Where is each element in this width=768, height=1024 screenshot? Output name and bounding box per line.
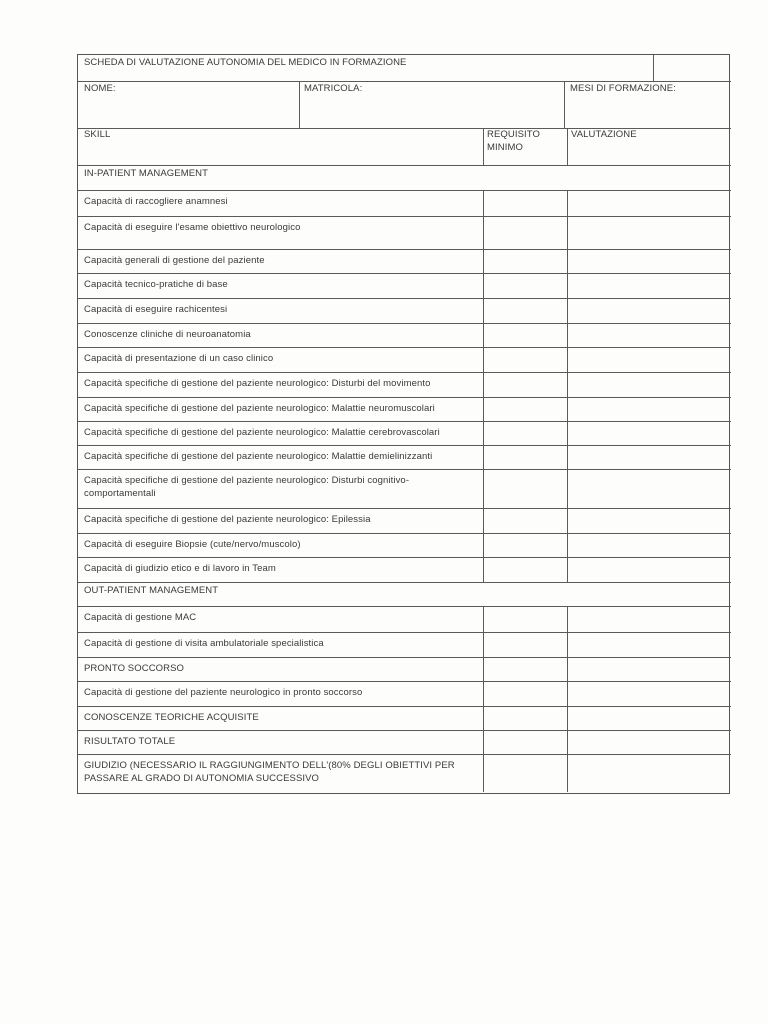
requisito-valutazione-divider (567, 273, 568, 298)
requisito-minimo-cell[interactable] (485, 192, 565, 214)
row-divider (78, 557, 731, 558)
row-divider (78, 347, 731, 348)
skill-requisito-divider (483, 706, 484, 730)
valutazione-cell[interactable] (569, 399, 727, 419)
skill-requisito-divider (483, 249, 484, 273)
skill-requisito-divider (483, 754, 484, 792)
skill-requisito-divider (483, 397, 484, 421)
row-divider (78, 657, 731, 658)
skill-requisito-divider (483, 657, 484, 681)
requisito-valutazione-divider (567, 681, 568, 706)
mesi-formazione-label: MESI DI FORMAZIONE: (570, 83, 676, 94)
requisito-minimo-cell[interactable] (485, 349, 565, 370)
requisito-valutazione-divider (567, 706, 568, 730)
row-divider (78, 508, 731, 509)
nome-label: NOME: (84, 83, 116, 94)
requisito-minimo-cell[interactable] (485, 732, 565, 752)
requisito-minimo-cell[interactable] (485, 559, 565, 580)
valutazione-cell[interactable] (569, 423, 727, 443)
row-divider (78, 298, 731, 299)
requisito-minimo-cell[interactable] (485, 447, 565, 467)
requisito-valutazione-divider (567, 421, 568, 445)
skill-requisito-divider (483, 632, 484, 657)
requisito-minimo-cell[interactable] (485, 659, 565, 679)
valutazione-cell[interactable] (569, 471, 727, 506)
matricola-field[interactable] (304, 95, 559, 125)
matricola-label: MATRICOLA: (304, 83, 363, 94)
skill-requisito-divider (483, 508, 484, 533)
requisito-minimo-cell[interactable] (485, 683, 565, 704)
requisito-valutazione-divider (567, 730, 568, 754)
skill-row-label: Capacità generali di gestione del paziente (84, 255, 265, 266)
row-divider (78, 323, 731, 324)
skill-row-label: Capacità di eseguire l'esame obiettivo neurologico (84, 222, 301, 233)
requisito-valutazione-divider (567, 657, 568, 681)
valutazione-cell[interactable] (569, 325, 727, 345)
valutazione-cell[interactable] (569, 683, 727, 704)
valutazione-column-header: VALUTAZIONE (571, 129, 637, 140)
mesi-formazione-field[interactable] (570, 95, 725, 125)
nome-matricola-divider (299, 81, 300, 128)
nome-field[interactable] (84, 95, 294, 125)
row-divider (78, 730, 731, 731)
row-divider (78, 372, 731, 373)
requisito-valutazione-divider (567, 298, 568, 323)
skill-row-label: Capacità specifiche di gestione del paziente neurologico: Malattie neuromuscolari (84, 403, 435, 414)
skill-requisito-divider (483, 298, 484, 323)
row-divider (78, 445, 731, 446)
valutazione-cell[interactable] (569, 634, 727, 655)
row-divider (78, 681, 731, 682)
requisito-valutazione-divider (567, 632, 568, 657)
requisito-valutazione-divider (567, 216, 568, 249)
valutazione-cell[interactable] (569, 559, 727, 580)
valutazione-cell[interactable] (569, 659, 727, 679)
skill-requisito-divider (483, 372, 484, 397)
skill-requisito-divider (483, 323, 484, 347)
requisito-valutazione-divider (567, 754, 568, 792)
skill-row-label: Capacità specifiche di gestione del paziente neurologico: Disturbi del movimento (84, 378, 431, 389)
valutazione-cell[interactable] (569, 608, 727, 630)
skill-row-label: Capacità di giudizio etico e di lavoro in Team (84, 563, 276, 574)
requisito-minimo-cell[interactable] (485, 325, 565, 345)
valutazione-cell[interactable] (569, 535, 727, 555)
requisito-valutazione-divider (567, 445, 568, 469)
requisito-valutazione-divider (567, 372, 568, 397)
skill-requisito-divider (483, 128, 484, 165)
skill-requisito-divider (483, 347, 484, 372)
row-divider (78, 421, 731, 422)
section-out-patient: OUT-PATIENT MANAGEMENT (84, 585, 219, 596)
skill-requisito-divider (483, 730, 484, 754)
requisito-valutazione-divider (567, 347, 568, 372)
skill-requisito-divider (483, 557, 484, 582)
skill-row-label: Conoscenze cliniche di neuroanatomia (84, 329, 251, 340)
requisito-valutazione-divider (567, 249, 568, 273)
row-divider (78, 469, 731, 470)
requisito-minimo-cell[interactable] (485, 399, 565, 419)
requisito-minimo-cell[interactable] (485, 608, 565, 630)
requisito-minimo-cell[interactable] (485, 708, 565, 728)
valutazione-cell[interactable] (569, 300, 727, 321)
requisito-minimo-cell[interactable] (485, 471, 565, 506)
header-divider (78, 165, 731, 166)
skill-requisito-divider (483, 681, 484, 706)
matricola-mesi-divider (564, 81, 565, 128)
requisito-minimo-cell[interactable] (485, 218, 565, 247)
row-divider (78, 582, 731, 583)
valutazione-cell[interactable] (569, 218, 727, 247)
requisito-minimo-cell[interactable] (485, 510, 565, 531)
requisito-minimo-cell[interactable] (485, 251, 565, 271)
valutazione-cell[interactable] (569, 192, 727, 214)
conoscenze-teoriche-label: CONOSCENZE TEORICHE ACQUISITE (84, 712, 259, 723)
row-divider (78, 606, 731, 607)
requisito-minimo-cell[interactable] (485, 374, 565, 395)
requisito-minimo-cell[interactable] (485, 756, 565, 790)
valutazione-cell[interactable] (569, 732, 727, 752)
skill-requisito-divider (483, 533, 484, 557)
section-in-patient: IN-PATIENT MANAGEMENT (84, 168, 209, 179)
skill-row-label: Capacità specifiche di gestione del paziente neurologico: Malattie cerebrovascolari (84, 427, 440, 438)
requisito-minimo-cell[interactable] (485, 423, 565, 443)
skill-requisito-divider (483, 469, 484, 508)
skill-row-label: Capacità di gestione di visita ambulatoriale specialistica (84, 638, 324, 649)
skill-row-label: Capacità di presentazione di un caso clinico (84, 353, 274, 364)
valutazione-cell[interactable] (569, 251, 727, 271)
requisito-valutazione-divider (567, 190, 568, 216)
valutazione-cell[interactable] (569, 510, 727, 531)
row-divider (78, 397, 731, 398)
requisito-minimo-cell[interactable] (485, 300, 565, 321)
row-divider (78, 190, 731, 191)
valutazione-cell[interactable] (569, 349, 727, 370)
skill-row-label: Capacità di eseguire rachicentesi (84, 304, 228, 315)
row-divider (78, 249, 731, 250)
skill-column-header: SKILL (84, 129, 111, 140)
skill-requisito-divider (483, 273, 484, 298)
section-pronto-soccorso: PRONTO SOCCORSO (84, 663, 185, 674)
row-divider (78, 632, 731, 633)
requisito-minimo-cell[interactable] (485, 275, 565, 296)
valutazione-cell[interactable] (569, 756, 727, 790)
skill-row-label: Capacità specifiche di gestione del paziente neurologico: Malattie demielinizzanti (84, 451, 433, 462)
row-divider (78, 533, 731, 534)
valutazione-cell[interactable] (569, 275, 727, 296)
requisito-valutazione-divider (567, 533, 568, 557)
requisito-valutazione-divider (567, 128, 568, 165)
skill-row-label: Capacità specifiche di gestione del paziente neurologico: Epilessia (84, 514, 371, 525)
evaluation-form-table (77, 54, 730, 794)
row-divider (78, 706, 731, 707)
title-side-divider (653, 55, 654, 81)
requisito-valutazione-divider (567, 323, 568, 347)
valutazione-cell[interactable] (569, 708, 727, 728)
skill-row-label: Capacità specifiche di gestione del paziente neurologico: Disturbi cognitivo-comportamentali (84, 475, 410, 499)
skill-requisito-divider (483, 190, 484, 216)
form-title: SCHEDA DI VALUTAZIONE AUTONOMIA DEL MEDICO IN FORMAZIONE (84, 57, 407, 68)
skill-row-label: Capacità di gestione MAC (84, 612, 197, 623)
row-divider (78, 273, 731, 274)
risultato-totale-label: RISULTATO TOTALE (84, 736, 176, 747)
requisito-valutazione-divider (567, 508, 568, 533)
requisito-minimo-cell[interactable] (485, 535, 565, 555)
skill-row-label: Capacità di raccogliere anamnesi (84, 196, 228, 207)
giudizio-label: GIUDIZIO (NECESSARIO IL RAGGIUNGIMENTO DELL'(80% DEGLI OBIETTIVI PER PASSARE AL GRADO DI AUTONOMIA SUCCESSIVO (84, 760, 455, 784)
row-divider (78, 216, 731, 217)
requisito-minimo-column-header: REQUISITO MINIMO (487, 129, 540, 153)
valutazione-cell[interactable] (569, 374, 727, 395)
skill-requisito-divider (483, 445, 484, 469)
skill-requisito-divider (483, 421, 484, 445)
skill-requisito-divider (483, 606, 484, 632)
skill-requisito-divider (483, 216, 484, 249)
valutazione-cell[interactable] (569, 447, 727, 467)
requisito-valutazione-divider (567, 397, 568, 421)
requisito-valutazione-divider (567, 557, 568, 582)
skill-row-label: Capacità di eseguire Biopsie (cute/nervo/muscolo) (84, 539, 301, 550)
requisito-minimo-cell[interactable] (485, 634, 565, 655)
requisito-valutazione-divider (567, 469, 568, 508)
row-divider (78, 754, 731, 755)
skill-row-label: Capacità di gestione del paziente neurologico in pronto soccorso (84, 687, 363, 698)
skill-row-label: Capacità tecnico-pratiche di base (84, 279, 228, 290)
requisito-valutazione-divider (567, 606, 568, 632)
